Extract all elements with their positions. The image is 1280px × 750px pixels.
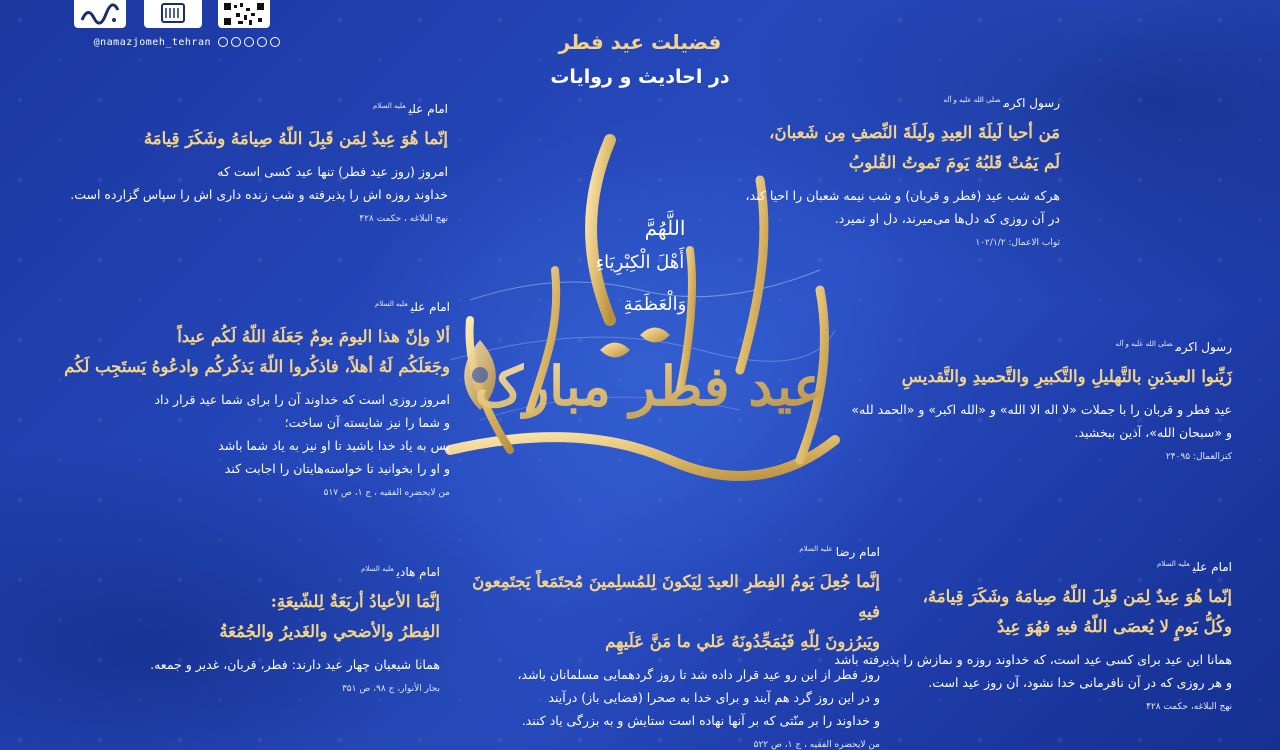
- hadith-translation: هرکه شب عید (فطر و قربان) و شب نیمه شعبان را احیا کند، در آن روزی که دل‌ها می‌میرند، دل او نمیرد.: [745, 188, 1060, 226]
- hadith-speaker: امام علی$^{علیه السلام}$: [372, 102, 448, 116]
- qr-code[interactable]: [218, 0, 270, 28]
- hadith-source: کنزالعمال: ۲۴۰۹۵: [1165, 452, 1232, 462]
- hadith-block-rasul-2: [792, 340, 1232, 462]
- hadith-speaker: امام هادی$^{علیه السلام}$: [361, 565, 440, 579]
- calligraphy-prayer-line1: اللَّهُمَّ: [644, 216, 686, 240]
- instagram-icon[interactable]: [270, 37, 280, 47]
- hadith-arabic: زَيِّنوا العيدَينِ بالتَّهليلِ والتَّكبيرِ والتَّحميدِ والتَّقديسِ: [901, 367, 1232, 386]
- hadith-translation: روز فطر از این رو عید قرار داده شد تا روز گردهمایی مسلمانان باشد، و در این روز گرد هم آیند و برای خدا به صحرا (فضایی باز) درآیند و خداوند را بر منّتی که بر آنها نهاده است ستایش و به بزرگی یاد کنند.: [517, 667, 880, 728]
- hadith-block-hadi: [40, 565, 440, 694]
- hadith-arabic: مَن أحيا لَيلَةَ العِيدِ ولَيلَةَ النِّصفِ مِن شَعبانَ، لَم يَمُتْ قَلبُهُ يَومَ تَموتُ القُلوبُ: [769, 123, 1060, 172]
- hadith-translation: عید فطر و قربان را با جملات «لا اله الا الله» و «الله اکبر» و «الحمد لله» و «سبحان الله»، آذین ببخشید.: [851, 402, 1232, 440]
- calligraphy-prayer-line3: وَالْعَظَمَةِ: [623, 294, 687, 315]
- aparat-icon[interactable]: [231, 37, 241, 47]
- youtube-icon[interactable]: [244, 37, 254, 47]
- namaz-jomeh-tehran-logo: [144, 0, 202, 28]
- hadith-arabic: ألا وإنّ هذا اليومَ يومٌ جَعَلَهُ اللّهُ لَكُم عيداً وجَعَلَكُم لَهُ أهلاً، فاذكُروا اللّهَ يَذكُركُم وادعُوهُ يَستَجِب لَكُم: [64, 327, 450, 376]
- eitaa-icon[interactable]: [218, 37, 228, 47]
- hadith-source: من لایحضره الفقیه ، ج ۱، ص ۵۲۲: [753, 740, 880, 750]
- hadith-translation: همانا شیعیان چهار عید دارند: فطر، قربان، غدیر و جمعه.: [150, 657, 440, 672]
- hadith-block-ali-2: [30, 300, 450, 498]
- hadith-translation: امروز (روز عید فطر) تنها عید کسی است که خداوند روزه اش را پذیرفته و شب زنده داری اش را سپاس گزارده است.: [70, 164, 448, 202]
- hadith-translation: امروز روزی است که خداوند آن را برای شما عید قرار داد و شما را نیز شایسته آن ساخت؛ پس به یاد خدا باشید تا او نیز به یاد شما باشد و او را بخوانید تا خواسته‌هایتان را اجابت کند: [154, 392, 450, 476]
- hadith-speaker: امام علی$^{علیه السلام}$: [374, 300, 450, 314]
- hadith-source: نهج البلاغه، حکمت ۴۲۸: [1146, 702, 1232, 712]
- hadith-speaker: امام علی$^{علیه السلام}$: [1156, 560, 1232, 574]
- jomeh-logo: [74, 0, 126, 28]
- hadith-block-ali-3: [802, 560, 1232, 712]
- hadith-arabic: إنَّمَا الأعيادُ أربَعَةٌ لِلشّيعَةِ: الفِطرُ والأضحي والغَديرُ والجُمُعَةُ: [219, 592, 440, 641]
- hadith-block-ali-1: [28, 102, 448, 224]
- hadith-speaker: رسول اکرم$^{صلی الله علیه و آله}$: [943, 96, 1060, 110]
- social-handle[interactable]: @namazjomeh_tehran: [93, 36, 211, 48]
- calligraphy-prayer-line2: أَهْلَ الْكِبْرِيَاءِ: [595, 252, 685, 273]
- hadith-arabic: إنّما هُوَ عِيدٌ لِمَن قَبِلَ اللّهُ صِيامَهُ وشَكَرَ قِيامَهُ، وكُلُّ يَومٍ لا يُعصَى اللّهُ فيهِ فهُوَ عِيدٌ: [922, 587, 1232, 636]
- hadith-block-rasul-1: [620, 96, 1060, 248]
- hadith-arabic: إنّما هُوَ عِيدٌ لِمَن قَبِلَ اللّهُ صِيامَهُ وشَكَرَ قِيامَهُ: [143, 129, 448, 148]
- page-subtitle: در احادیث و روایات: [550, 66, 730, 88]
- hadith-translation: همانا این عید برای کسی عید است، که خداوند روزه و نمازش را پذیرفته باشد و هر روزی که در آن نافرمانی خدا نشود، آن روز عید است.: [834, 652, 1232, 690]
- hadith-speaker: امام رضا$^{علیه السلام}$: [799, 545, 880, 559]
- page-title: فضیلت عید فطر: [558, 30, 722, 54]
- telegram-icon[interactable]: [257, 37, 267, 47]
- hadith-source: بحار الأنوار، ج ۹۸، ص ۳۵۱: [341, 684, 440, 694]
- hadith-source: نهج البلاغه ، حکمت ۴۲۸: [359, 214, 448, 224]
- hadith-source: ثواب الاعمال: ۱۰۲/۱/۲: [975, 238, 1060, 248]
- hadith-source: من لایحضره الفقیه ، ج ۱، ص ۵۱۷: [323, 488, 450, 498]
- social-bar: [74, 35, 280, 49]
- hadith-speaker: رسول اکرم$^{صلی الله علیه و آله}$: [1115, 340, 1232, 354]
- calligraphy-main: عید فطر مبارک: [474, 354, 826, 418]
- hadith-arabic: إنَّما جُعِلَ يَومُ الفِطرِ العيدَ لِيَكونَ لِلمُسلِمينَ مُجتَمَعاً يَجتَمِعونَ فيهِ ويَبرُزونَ لِلّهِ فَيُمَجِّدُونَهُ عَلي ما مَنَّ عَلَيهِم: [472, 572, 880, 651]
